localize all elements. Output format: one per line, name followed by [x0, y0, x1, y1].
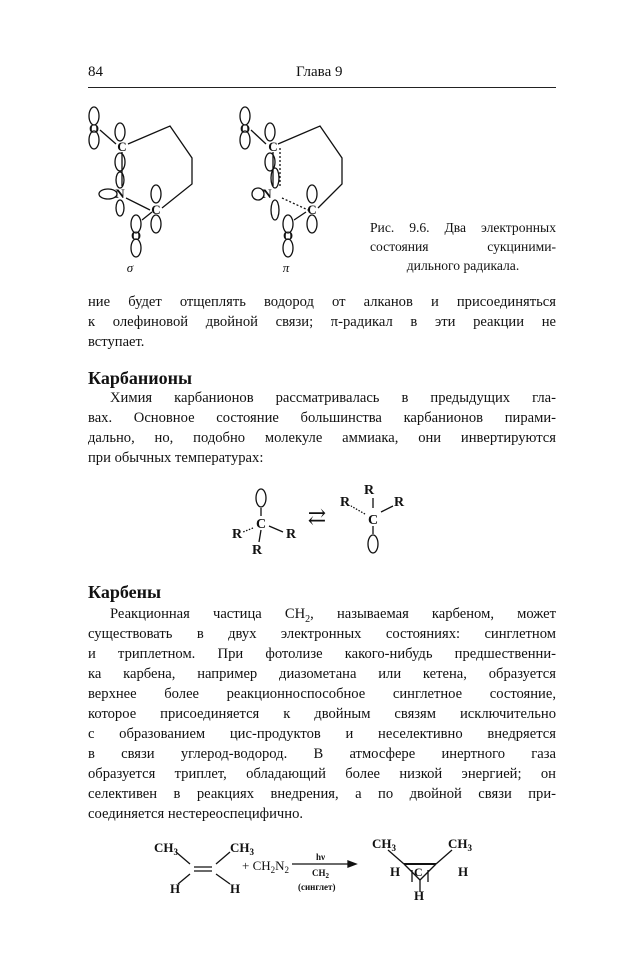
text-line: с образованием цис-продуктов и неселективно внедряется [88, 726, 556, 742]
carbanion-c-left: C [255, 517, 267, 532]
text-line: соединяется нестереоспецифично. [88, 806, 304, 822]
carbanion-r: R [363, 483, 375, 498]
product-h: H [458, 864, 469, 879]
caption-line: Рис. 9.6. Два электронных [370, 220, 556, 235]
heading-carbenes: Карбены [88, 582, 162, 602]
figure-caption [370, 218, 556, 275]
sigma-label: σ [126, 260, 134, 275]
pi-n: N [262, 186, 272, 201]
sigma-o-top: O [88, 121, 100, 136]
arrow-ch2: $CH_2$ [312, 868, 329, 880]
cyclopropanation-scheme [150, 830, 510, 900]
text-line: ка карбена, например диазометана или кетена, образуется [88, 666, 556, 682]
reactant-h: H [170, 881, 181, 896]
paragraph-carbenes [88, 604, 556, 824]
text-line: вступает. [88, 334, 145, 350]
text-line: и триплетном. При фотолизе какого-нибудь предшественни- [88, 646, 556, 662]
sigma-c-bottom: C [151, 202, 161, 217]
reactant-ch3: $CH_3$ [154, 840, 178, 857]
arrow-hv: hν [316, 852, 326, 862]
reactant-ch3: $CH_3$ [230, 840, 254, 857]
text-line: вах. Основное состояние большинства карбанионов пирами- [88, 410, 556, 426]
caption-line: дильного радикала. [406, 258, 520, 273]
product-c: C [414, 865, 423, 879]
product-h: H [414, 888, 425, 900]
product-ch3: $CH_3$ [448, 836, 472, 853]
chapter-title: Глава 9 [296, 64, 343, 80]
pi-label: π [282, 260, 290, 275]
paragraph-carbanions [88, 388, 556, 468]
text-line: селективен в реакциях внедрения, а по двойной связи при- [88, 786, 556, 802]
pi-o-top: O [239, 121, 251, 136]
heading-carbanions: Карбанионы [88, 368, 192, 388]
sigma-o-bottom: O [130, 228, 142, 243]
text-line: в связи углерод-водород. В атмосфере инертного газа [88, 746, 556, 762]
sigma-c-top: C [117, 139, 127, 154]
text-line: существовать в двух электронных состояниях: синглетном [88, 626, 556, 642]
text-line: ние будет отщеплять водород от алканов и присоединяться [88, 294, 556, 310]
carbanion-r: R [251, 543, 263, 558]
product-ch3: $CH_3$ [372, 836, 396, 853]
figure-succinimidyl-radical [70, 100, 370, 285]
reactant-h: H [230, 881, 241, 896]
paragraph-continuation [88, 292, 556, 352]
text-line: при обычных температурах: [88, 450, 264, 466]
pi-c-top: C [268, 139, 278, 154]
carbanion-c-right: C [367, 513, 379, 528]
carbanion-r: R [285, 527, 297, 542]
product-h: H [390, 864, 401, 879]
carbanion-inversion-scheme [225, 478, 425, 578]
text-line: дально, но, подобно молекуле аммиака, они инвертируются [88, 430, 556, 446]
pi-c-bottom: C [307, 202, 317, 217]
page-number: 84 [88, 64, 103, 80]
reagent-diazomethane: + $CH_2N_2$ [242, 858, 290, 875]
text-line: образуется триплет, обладающий более низкой энергией; он [88, 766, 556, 782]
text-line: Химия карбанионов рассматривалась в предыдущих гла- [110, 390, 556, 406]
carbanion-r: R [339, 495, 351, 510]
text-line: которое присоединяется к двойным связям исключительно [88, 706, 556, 722]
text-line: Реакционная частица $CH_2$, называемая карбеном, может [110, 606, 556, 625]
carbanion-r: R [231, 527, 243, 542]
header-rule [88, 87, 556, 88]
arrow-singlet: (синглет) [298, 882, 336, 892]
pi-o-bottom: O [282, 228, 294, 243]
text-line: к олефиновой двойной связи; π-радикал в эти реакции не [88, 314, 556, 330]
equilibrium-arrow: ⇄ [307, 504, 327, 529]
text-line: верхнее более реакционноспособное синглетное состояние, [88, 686, 556, 702]
caption-line: состояния сукциними- [370, 239, 556, 254]
sigma-n: N [115, 186, 125, 201]
carbanion-r: R [393, 495, 405, 510]
